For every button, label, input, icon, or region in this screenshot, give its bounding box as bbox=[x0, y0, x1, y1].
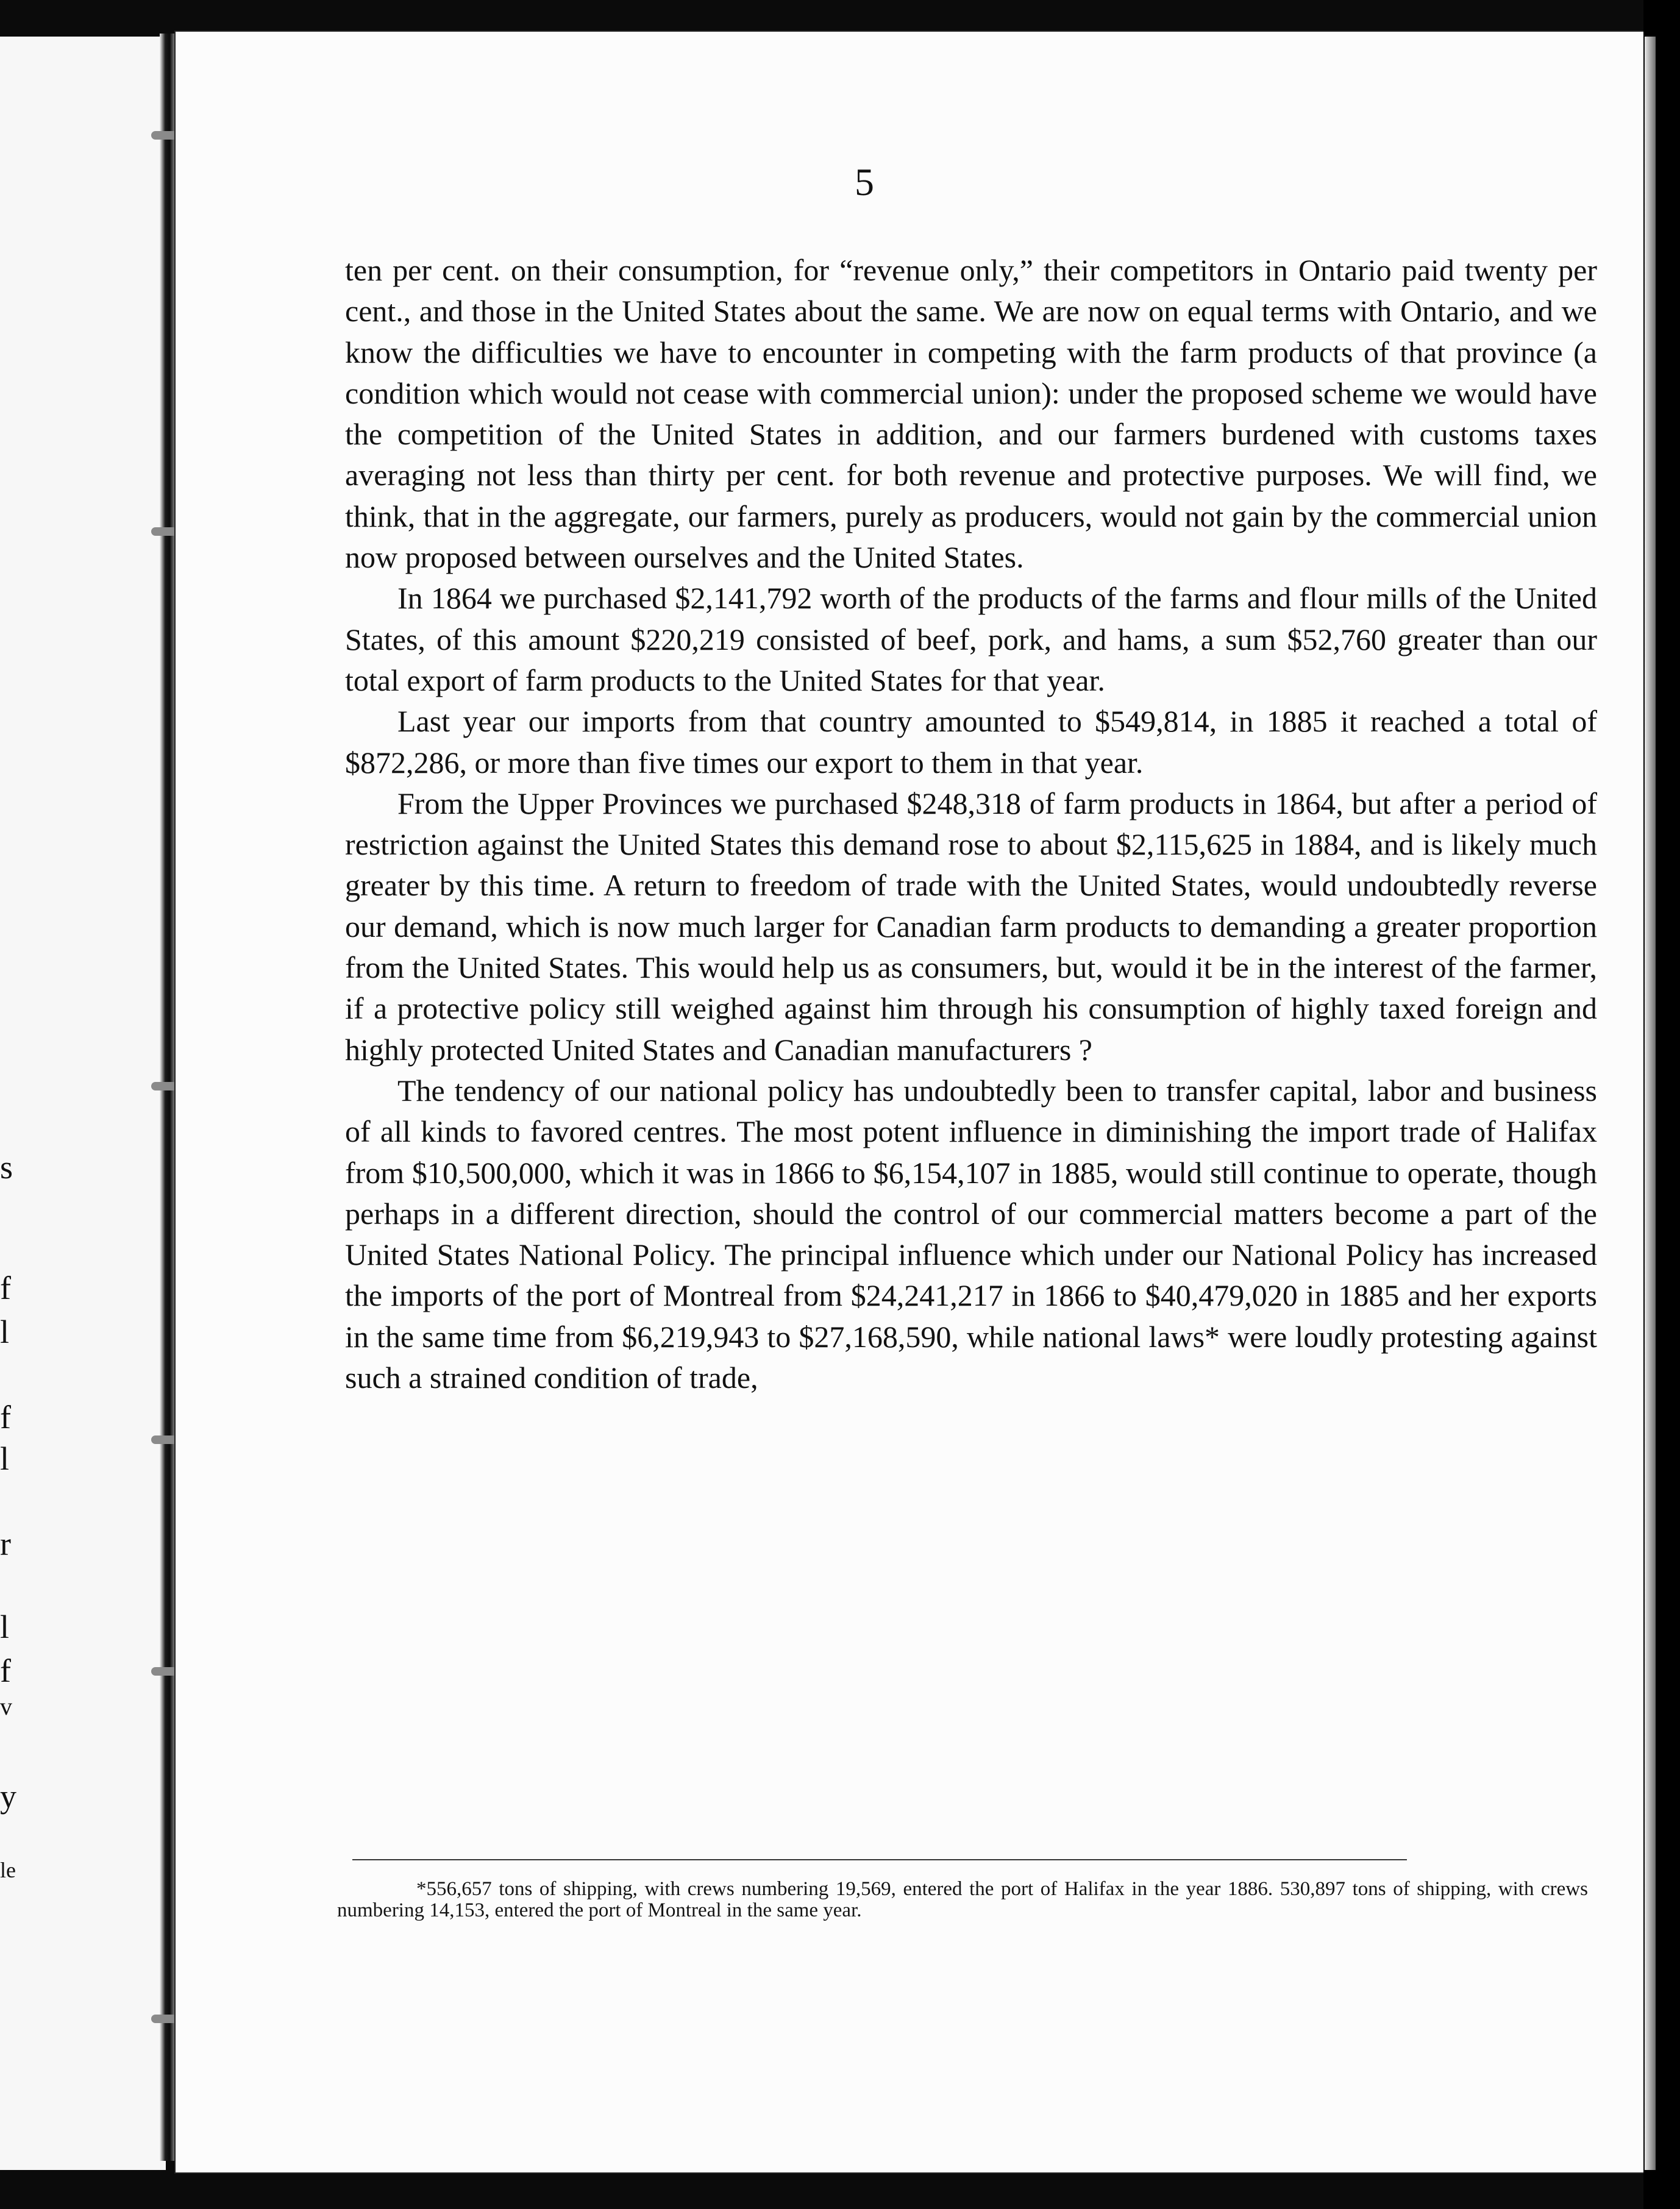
margin-letter: r bbox=[0, 1526, 11, 1562]
margin-letter: f bbox=[0, 1270, 11, 1306]
paragraph: In 1864 we purchased $2,141,792 worth of the products of the farms and flour mills of the United States, of this amount $220,219 consisted of beef, pork, and hams, a sum $52,760 greater than our total export of farm products to the United States for that year. bbox=[345, 581, 1597, 697]
facing-page-sliver bbox=[0, 37, 166, 2170]
margin-letter: l bbox=[0, 1440, 10, 1477]
margin-letter: f bbox=[0, 1652, 11, 1689]
footnote-divider bbox=[352, 1859, 1407, 1860]
page-edge bbox=[1645, 37, 1656, 2170]
margin-letter: s bbox=[0, 1149, 13, 1186]
margin-letter: le bbox=[0, 1858, 16, 1882]
document-page bbox=[176, 32, 1643, 2172]
paragraph: Last year our imports from that country amounted to $549,814, in 1885 it reached a total of $872,286, or more than five times our export to them in that year. bbox=[345, 704, 1597, 780]
margin-letter: y bbox=[0, 1778, 16, 1815]
body-text bbox=[345, 250, 1597, 1398]
margin-letter: l bbox=[0, 1314, 10, 1350]
margin-letter: v bbox=[0, 1693, 12, 1720]
footnote bbox=[337, 1879, 1588, 1921]
paragraph: ten per cent. on their consumption, for “revenue only,” their competitors in Ontario paid twenty per cent., and those in the United States about the same. We are now on equal terms with Ontario, and we know the difficulties we have to encounter in competing with the farm products of that province (a condition which would not cease with commercial union): under the proposed scheme we would have the competition of the United States in addition, and our farmers burdened with customs taxes averaging not less than thirty per cent. for both revenue and protective purposes. We will find, we think, that in the aggregate, our farmers, purely as producers, would not gain by the commercial union now proposed between ourselves and the United States. bbox=[345, 253, 1597, 575]
paragraph: The tendency of our national policy has undoubtedly been to transfer capital, labor and business of all kinds to favored centres. The most potent influence in diminishing the import trade of Halifax from $10,500,000, which it was in 1866 to $6,154,107 in 1885, would still continue to operate, though perhaps in a different direction, should the control of our commercial matters become a part of the United States National Policy. The principal influence which under our National Policy has increased the imports of the port of Montreal from $24,241,217 in 1866 to $40,479,020 in 1885 and her exports in the same time from $6,219,943 to $27,168,590, while national laws* were loudly protesting against such a strained condition of trade, bbox=[345, 1073, 1597, 1395]
margin-letter: f bbox=[0, 1399, 11, 1435]
paragraph: From the Upper Provinces we purchased $248,318 of farm products in 1864, but after a period of restriction against the United States this demand rose to about $2,115,625 in 1884, and is likely much greater by this time. A return to freedom of trade with the United States, would undoubtedly reverse our demand, which is now much larger for Canadian farm products to demanding a greater proportion from the United States. This would help us as consumers, but, would it be in the interest of the farmer, if a protective policy still weighed against him through his consumption of highly taxed foreign and highly protected United States and Canadian manufacturers ? bbox=[345, 786, 1597, 1067]
page-number: 5 bbox=[855, 160, 874, 204]
footnote-text: *556,657 tons of shipping, with crews numbering 19,569, entered the port of Halifax in the year 1886. 530,897 tons of shipping, with crews numbering 14,153, entered the port of Montreal in the same year. bbox=[337, 1878, 1588, 1921]
margin-letter: l bbox=[0, 1609, 10, 1645]
